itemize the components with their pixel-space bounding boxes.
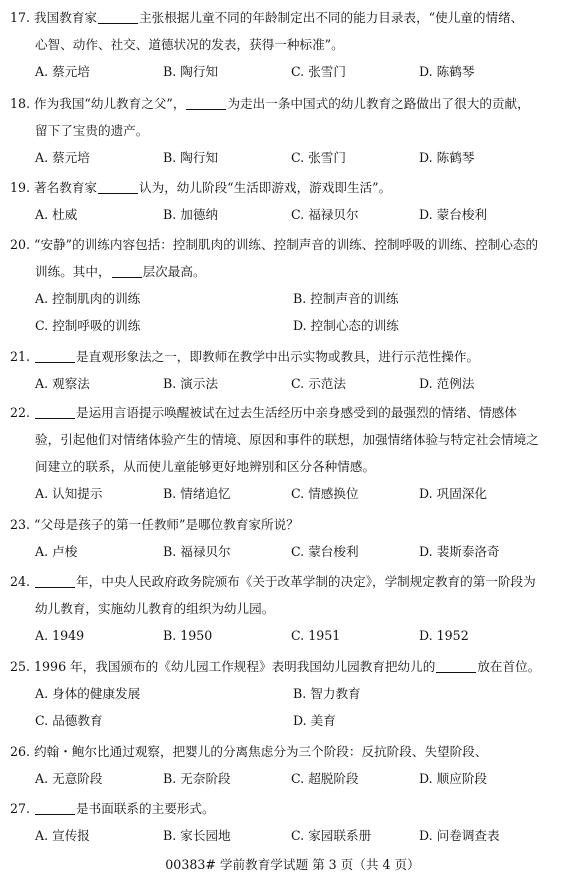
option-a: A. 卢梭 xyxy=(35,544,78,559)
option-b: B. 演示法 xyxy=(163,376,219,391)
option-b: B. 福禄贝尔 xyxy=(163,544,231,559)
question-text: 23. “父母是孩子的第一任教师”是哪位教育家所说？ xyxy=(10,517,299,532)
question-text-continued: 幼儿教育，实施幼儿教育的组织为幼儿园。 xyxy=(35,601,275,616)
question-text: 是书面联系的主要形式。 xyxy=(76,801,215,816)
question-text-continued: 间建立的联系，从而使儿童能够更好地辨别和区分各种情感。 xyxy=(35,459,376,474)
question-26 xyxy=(10,738,578,792)
option-c: C. 控制呼吸的训练 xyxy=(35,318,141,333)
question-21 xyxy=(10,343,578,397)
option-c: C. 1951 xyxy=(291,628,341,643)
question-17 xyxy=(10,4,578,85)
option-a: A. 蔡元培 xyxy=(35,64,90,79)
question-text: 是直观形象法之一，即教师在教学中出示实物或教具，进行示范性操作。 xyxy=(76,349,480,364)
option-d: D. 蒙台梭利 xyxy=(419,207,488,222)
question-text: 18. 作为我国“幼儿教育之父”， xyxy=(10,96,186,111)
answer-blank xyxy=(436,658,476,673)
question-text: 19. 著名教育家 xyxy=(10,180,98,195)
question-text: 17. 我国教育家 xyxy=(10,10,98,25)
question-text: 层次最高。 xyxy=(142,264,206,279)
question-text: 放在首位。 xyxy=(477,659,541,674)
question-text: 24. xyxy=(10,574,35,589)
option-d: D. 陈鹤琴 xyxy=(419,150,475,165)
question-text: 训练。其中， xyxy=(35,264,111,279)
option-c: C. 张雪门 xyxy=(291,150,346,165)
question-text: 年，中央人民政府政务院颁布《关于改革学制的决定》，学制规定教育的第一阶段为 xyxy=(76,574,536,589)
question-19 xyxy=(10,174,578,228)
answer-blank xyxy=(35,348,75,363)
question-text: 22. xyxy=(10,405,35,420)
question-text: 20. “安静”的训练内容包括：控制肌肉的训练、控制声音的训练、控制呼吸的训练、控制心态的 xyxy=(10,237,539,252)
option-a: A. 认知提示 xyxy=(35,486,103,501)
option-c: C. 品德教育 xyxy=(35,713,103,728)
option-d: D. 裴斯泰洛奇 xyxy=(419,544,500,559)
question-text-continued: 验，引起他们对情绪体验产生的情境、原因和事件的联想，加强情绪体验与特定社会情境之 xyxy=(35,432,539,447)
option-a: A. 蔡元培 xyxy=(35,150,90,165)
option-d: D. 巩固深化 xyxy=(419,486,488,501)
question-text-continued: 心智、动作、社交、道德状况的发表，获得一种标准”。 xyxy=(35,37,344,52)
option-c: C. 张雪门 xyxy=(291,64,346,79)
question-27 xyxy=(10,795,578,849)
option-b: B. 智力教育 xyxy=(293,686,361,701)
option-c: C. 家园联系册 xyxy=(291,828,372,843)
option-a: A. 观察法 xyxy=(35,376,90,391)
answer-blank xyxy=(98,9,138,24)
option-c: C. 情感换位 xyxy=(291,486,359,501)
question-text: 为走出一条中国式的幼儿教育之路做出了很大的贡献， xyxy=(227,96,530,111)
answer-blank xyxy=(35,573,75,588)
question-text: 21. xyxy=(10,349,35,364)
option-b: B. 家长园地 xyxy=(163,828,231,843)
question-22 xyxy=(10,399,578,507)
option-c: C. 超脱阶段 xyxy=(291,771,359,786)
question-23 xyxy=(10,511,578,565)
question-text: 26. 约翰・鲍尔比通过观察，把婴儿的分离焦虑分为三个阶段：反抗阶段、失望阶段、 xyxy=(10,744,488,759)
option-b: B. 无奈阶段 xyxy=(163,771,231,786)
option-d: D. 1952 xyxy=(419,628,469,643)
option-d: D. 美育 xyxy=(293,713,336,728)
page-footer: 00383# 学前教育学试题 第 3 页（共 4 页） xyxy=(165,857,420,872)
answer-blank xyxy=(35,404,75,419)
answer-blank xyxy=(186,95,226,110)
option-a: A. 控制肌肉的训练 xyxy=(35,291,141,306)
answer-blank xyxy=(98,179,138,194)
option-c: C. 示范法 xyxy=(291,376,346,391)
option-a: A. 身体的健康发展 xyxy=(35,686,141,701)
question-20 xyxy=(10,231,578,339)
option-a: A. 宣传报 xyxy=(35,828,90,843)
option-d: D. 控制心态的训练 xyxy=(293,318,399,333)
answer-blank xyxy=(112,263,142,278)
option-d: D. 范例法 xyxy=(419,376,475,391)
option-d: D. 问卷调查表 xyxy=(419,828,500,843)
option-d: D. 陈鹤琴 xyxy=(419,64,475,79)
option-b: B. 控制声音的训练 xyxy=(293,291,399,306)
option-a: A. 无意阶段 xyxy=(35,771,103,786)
question-text: 25. 1996 年，我国颁布的《幼儿园工作规程》表明我国幼儿园教育把幼儿的 xyxy=(10,659,436,674)
option-c: C. 蒙台梭利 xyxy=(291,544,359,559)
option-b: B. 加德纳 xyxy=(163,207,219,222)
question-text: 认为，幼儿阶段“生活即游戏，游戏即生活”。 xyxy=(139,180,392,195)
option-b: B. 陶行知 xyxy=(163,64,219,79)
question-25 xyxy=(10,653,578,734)
answer-blank xyxy=(35,800,75,815)
option-c: C. 福禄贝尔 xyxy=(291,207,359,222)
question-text: 27. xyxy=(10,801,35,816)
question-text: 是运用言语提示唤醒被试在过去生活经历中亲身感受到的最强烈的情绪、情感体 xyxy=(76,405,517,420)
option-a: A. 杜威 xyxy=(35,207,78,222)
option-d: D. 顺应阶段 xyxy=(419,771,488,786)
option-a: A. 1949 xyxy=(35,628,85,643)
option-b: B. 1950 xyxy=(163,628,213,643)
question-24 xyxy=(10,568,578,649)
question-text: 主张根据儿童不同的年龄制定出不同的能力目录表，“使儿童的情绪、 xyxy=(139,10,524,25)
option-b: B. 情绪追忆 xyxy=(163,486,231,501)
option-b: B. 陶行知 xyxy=(163,150,219,165)
question-18 xyxy=(10,90,578,171)
question-text-continued: 留下了宝贵的遗产。 xyxy=(35,123,149,138)
